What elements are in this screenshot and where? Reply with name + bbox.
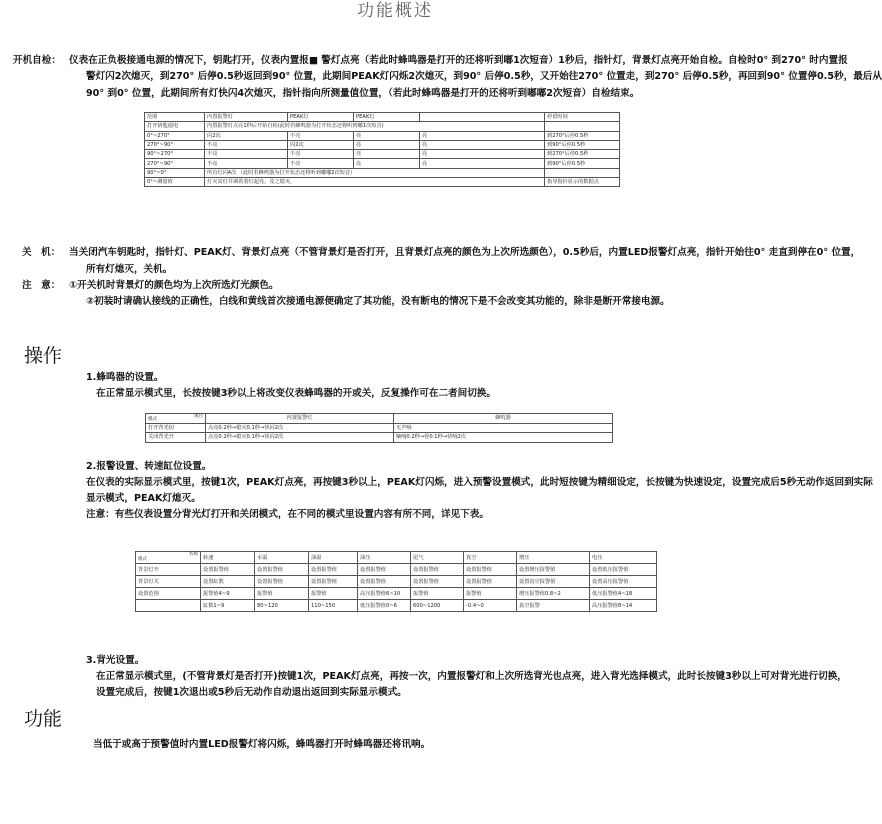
corner-bottom: 模式 [138, 557, 147, 562]
table-header: 内置报警灯 [205, 113, 288, 122]
table-cell: 高压报警值6~10 [358, 588, 411, 600]
table-cell: 到270°后停0.5秒 [545, 131, 620, 140]
table-row [136, 600, 657, 612]
table-cell: 110~150 [309, 600, 358, 612]
table-cell: 设置报警值 [201, 564, 255, 576]
table-cell: 报警值 [411, 588, 464, 600]
table-cell: 不亮 [205, 159, 288, 168]
table-cell: 背景灯关 [136, 576, 201, 588]
table-header: 转速 [201, 552, 255, 564]
table-row [145, 168, 620, 177]
table-header [420, 113, 545, 122]
table-cell: 背景灯开 [136, 564, 201, 576]
table-cell: 点亮0.2秒→熄灭0.1秒→快闪2次 [206, 423, 394, 433]
shutdown-line-1: 当关闭汽车钥匙时，指针灯、PEAK灯、背景灯点亮（不管背景灯是否打开，且背景灯点亮的颜色为上次所选颜色），0.5秒后，内置LED报警灯点亮，指针开始往0° 走直到停在0° 位置， [69, 247, 861, 258]
note-line-2: ②初装时请确认接线的正确性，白线和黄线首次接通电源便确定了其功能，没有断电的情况下是不会改变其功能的，除非是断开常接电源。 [86, 296, 670, 307]
table-header: 水温 [255, 552, 309, 564]
table-cell: 90°~0° [145, 168, 205, 177]
table-cell: 亮 [420, 131, 545, 140]
table-cell [136, 600, 201, 612]
corner-bottom: 模式 [148, 416, 157, 422]
table-cell: 低压报警值4~18 [590, 588, 657, 600]
table-cell: 闪2次 [288, 140, 354, 149]
table-cell: 亮 [420, 140, 545, 149]
table-header: 停留时间 [545, 113, 620, 122]
alarm-note: 注意：有些仪表设置分背光灯打开和关闭模式，在不同的模式里设置内容有所不同，详见下表。 [86, 509, 489, 520]
table-cell: 设置报警值 [358, 576, 411, 588]
table-cell [545, 168, 620, 177]
table-cell: 报警值 [309, 588, 358, 600]
operation-heading: 操作 [24, 345, 63, 367]
table-cell: 设置增压报警值 [517, 564, 590, 576]
alarm-settings-table [135, 551, 657, 612]
table-row [145, 178, 620, 187]
table-row [136, 576, 657, 588]
table-row [145, 113, 620, 122]
table-header: 电压 [590, 552, 657, 564]
table-row [136, 552, 657, 564]
table-cell: 设置真空报警值 [517, 576, 590, 588]
table-cell [545, 122, 620, 131]
table-cell: 亮 [354, 131, 420, 140]
table-cell: 270°~90° [145, 140, 205, 149]
table-header: 蜂鸣器 [394, 414, 613, 424]
table-cell: 低压报警值0~6 [358, 600, 411, 612]
table-cell: 不亮 [205, 140, 288, 149]
table-cell: 无声响 [394, 423, 613, 433]
table-cell: 增压报警值0.8~2 [517, 588, 590, 600]
table-cell: 亮 [354, 150, 420, 159]
table-row [145, 122, 620, 131]
table-cell: 高压报警值8~14 [590, 600, 657, 612]
function-heading: 功能 [24, 708, 63, 730]
table-cell: 打开钥匙通电 [145, 122, 205, 131]
table-cell: 600~1200 [411, 600, 464, 612]
table-cell: 缸数1~9 [201, 600, 255, 612]
table-cell: -0.4~0 [464, 600, 517, 612]
table-cell: 0°~测量值 [145, 178, 205, 187]
table-cell: 亮 [420, 159, 545, 168]
buzzer-table [145, 413, 613, 443]
alarm-line-1: 在仪表的实际显示模式里，按键1次，PEAK灯点亮，再按键3秒以上，PEAK灯闪烁，进入预警设置模式，此时短按键为精细设定，长按键为快速设定，设置完成后5秒无动作返回到实际 [86, 477, 873, 488]
table-cell: 设置报警值 [358, 564, 411, 576]
table-header: PEAK灯 [354, 113, 420, 122]
table-cell: 亮 [354, 159, 420, 168]
table-cell: 报警值 [255, 588, 309, 600]
corner-top: 项目 [194, 414, 203, 419]
table-header: 增压 [517, 552, 590, 564]
table-cell: 到270°后停0.5秒 [545, 150, 620, 159]
table-cell: 报警值 [464, 588, 517, 600]
table-header: PEAK灯 [288, 113, 354, 122]
table-cell: 亮 [420, 150, 545, 159]
self-check-line-3: 90° 到0° 位置，此期间所有灯快闪4次熄灭，指针指向所测量值位置，（若此时蜂鸣器是打开的还将听到嘟嘟2次短音）自检结束。 [86, 88, 640, 99]
table-cell: 点亮0.2秒→熄灭0.1秒→快闪2次 [206, 433, 394, 443]
note-label: 注 意： [22, 280, 61, 291]
table-cell: 设置报警值 [411, 576, 464, 588]
table-cell: 80~120 [255, 600, 309, 612]
alarm-line-2: 显示模式，PEAK灯熄灭。 [86, 493, 201, 504]
backlight-line-2: 设置完成后，按键1次退出或5秒后无动作自动退出返回到实际显示模式。 [96, 687, 407, 698]
table-cell: 打开背光切 [146, 423, 206, 433]
table-cell: 亮 [354, 140, 420, 149]
table-cell: 到90°后停0.5秒 [545, 159, 620, 168]
table-cell: 设置报警值 [255, 564, 309, 576]
table-cell: 设置报警值 [255, 576, 309, 588]
self-check-line-1: 仪表在正负极接通电源的情况下，钥匙打开，仪表内置报■ 警灯点亮（若此时蜂鸣器是打开的还将听到嘟1次短音）1秒后，指针灯，背景灯点亮开始自检。自检时0° 到270° 时内置报 [69, 55, 848, 66]
shutdown-line-2: 所有灯熄灭，关机。 [86, 264, 173, 275]
table-cell: 真空报警 [517, 600, 590, 612]
table-row [136, 588, 657, 600]
table-corner [146, 414, 206, 424]
table-header: 尾气 [411, 552, 464, 564]
table-cell: 设置低压报警值 [590, 564, 657, 576]
table-row [145, 159, 620, 168]
backlight-title: 3.背光设置。 [86, 655, 145, 666]
alarm-title: 2.报警设置、转速缸位设置。 [86, 461, 212, 472]
table-cell: 关闭背光开 [146, 433, 206, 443]
shutdown-label: 关 机： [22, 247, 61, 258]
table-row [145, 150, 620, 159]
table-cell: 指导指针显示的数据点 [545, 178, 620, 187]
table-corner [136, 552, 201, 564]
table-cell: 设置报警值 [411, 564, 464, 576]
function-text: 当低于或高于预警值时内置LED报警灯将闪烁，蜂鸣器打开时蜂鸣器还将讯响。 [93, 739, 431, 750]
table-cell: 不亮 [288, 150, 354, 159]
table-cell: 不亮 [288, 159, 354, 168]
table-row [146, 433, 613, 443]
table-cell: 报警值4~9 [201, 588, 255, 600]
table-cell: 不亮 [205, 150, 288, 159]
table-cell: 所有灯闪4次 （此时若蜂鸣器为打开状态还将听到嘟嘟2次短音） [205, 168, 545, 177]
table-cell: 设置报警值 [464, 576, 517, 588]
table-row [145, 131, 620, 140]
table-cell: 设置范围 [136, 588, 201, 600]
table-header: 范围 [145, 113, 205, 122]
note-line-1: ①开关机时背景灯的颜色均为上次所选灯光颜色。 [69, 280, 279, 291]
table-cell: 嘀响0.2秒→停0.1秒→快响2次 [394, 433, 613, 443]
table-cell: 灯灭其灯并调着着灯起亮，及之熄灭。 [205, 178, 545, 187]
table-row [145, 140, 620, 149]
table-cell: 0°~270° [145, 131, 205, 140]
self-check-label: 开机自检： [13, 55, 61, 66]
buzzer-title: 1.蜂鸣器的设置。 [86, 372, 164, 383]
table-header: 油压 [358, 552, 411, 564]
backlight-line-1: 在正常显示模式里，(不管背景灯是否打开)按键1次，PEAK灯点亮，再按一次，内置报警灯和上次所选背光也点亮，进入背光选择模式，此时长按键3秒以上可对背光进行切换， [96, 671, 847, 682]
table-header: 真空 [464, 552, 517, 564]
table-cell: 90°~270° [145, 150, 205, 159]
corner-top: 名称 [189, 552, 198, 557]
table-header: 内置报警灯 [206, 414, 394, 424]
table-cell: 设置报警值 [309, 576, 358, 588]
table-cell: 设置报警值 [464, 564, 517, 576]
table-cell: 270°~90° [145, 159, 205, 168]
page-title: 功能概述 [357, 1, 433, 21]
table-cell: 闪2次 [205, 131, 288, 140]
table-header: 油温 [309, 552, 358, 564]
table-cell: 设置报警值 [309, 564, 358, 576]
buzzer-desc: 在正常显示模式里，长按按键3秒以上将改变仪表蜂鸣器的开或关，反复操作可在二者间切换。 [96, 388, 497, 399]
table-cell: 内置报警灯点亮1秒后开始自检(此时若蜂鸣器为打开状态还将听到嘟1次短音) [205, 122, 545, 131]
self-check-line-2: 警灯闪2次熄灭，到270° 后停0.5秒返回到90° 位置，此期间PEAK灯闪烁2次熄灭，到90° 后停0.5秒，又开始往270° 位置走，到270° 后停0.5秒，再回到90° 位置停0.5秒，最后从 [86, 71, 882, 82]
table-cell: 到90°后停0.5秒 [545, 140, 620, 149]
table-cell: 不亮 [288, 131, 354, 140]
self-check-table [144, 112, 620, 187]
table-row [136, 564, 657, 576]
table-row [146, 423, 613, 433]
table-cell: 设置高压报警值 [590, 576, 657, 588]
table-row [146, 414, 613, 424]
table-cell: 设置缸数 [201, 576, 255, 588]
